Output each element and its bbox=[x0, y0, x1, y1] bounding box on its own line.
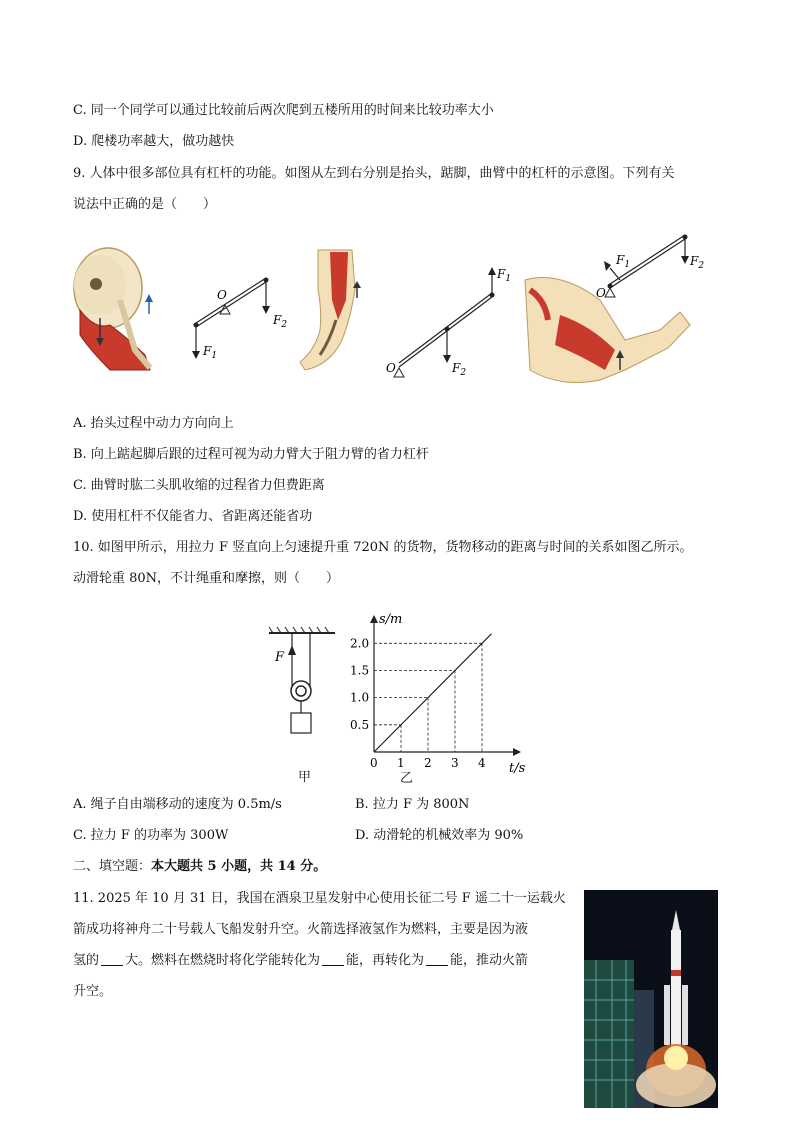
y-axis-label: s/m bbox=[379, 612, 403, 627]
q9-stem-line2: 说法中正确的是（ ） bbox=[73, 197, 217, 212]
blank-3[interactable] bbox=[426, 952, 448, 966]
x-tick-label: 1 bbox=[397, 756, 405, 770]
q8-option-d: D. 爬楼功率越大，做功越快 bbox=[73, 134, 235, 149]
pulley-figure bbox=[265, 625, 345, 785]
q9-figure bbox=[0, 230, 794, 400]
q9-option-d: D. 使用杠杆不仅能省力、省距离还能省功 bbox=[73, 509, 313, 524]
q10-option-d: D. 动滑轮的机械效率为 90% bbox=[355, 828, 524, 843]
svg-text:F1: $F_1$ bbox=[203, 344, 218, 361]
q9-option-c: C. 曲臂时肱二头肌收缩的过程省力但费距离 bbox=[73, 478, 325, 493]
lever-diagram-foot bbox=[386, 267, 511, 378]
svg-text:F2: $F_2$ bbox=[452, 361, 467, 378]
x-tick-label: 3 bbox=[451, 756, 459, 770]
st-chart bbox=[340, 592, 530, 782]
pivot-label: O bbox=[217, 288, 227, 302]
lever-diagram-head bbox=[192, 278, 287, 362]
y-axis-arrow bbox=[370, 615, 378, 623]
q9-stem-line1: 9. 人体中很多部位具有杠杆的功能。如图从左到右分别是抬头，踮脚，曲臂中的杠杆的示意图。下列有关 bbox=[73, 166, 675, 181]
data-line bbox=[374, 634, 491, 752]
x-axis-arrow bbox=[513, 748, 521, 756]
svg-text:F1: $F_1$ bbox=[497, 267, 512, 284]
q11-line1: 11. 2025 年 10 月 31 日，我国在酒泉卫星发射中心使用长征二号 F 遥二十一运载火 bbox=[73, 891, 566, 906]
lever-diagram-arm bbox=[596, 235, 704, 301]
q10-option-c: C. 拉力 F 的功率为 300W bbox=[73, 828, 229, 843]
svg-text:F2: $F_2$ bbox=[273, 313, 288, 330]
head-neck-image bbox=[74, 248, 153, 370]
q11-line3: 氢的 大。燃料在燃烧时将化学能转化为 能，再转化为 能，推动火箭 bbox=[73, 953, 529, 968]
section-heading: 二、填空题：本大题共 5 小题，共 14 分。 bbox=[73, 859, 327, 874]
q11-line4: 升空。 bbox=[73, 984, 113, 999]
svg-text:F1: $F_1$ bbox=[616, 253, 631, 270]
x-tick-label: 4 bbox=[478, 756, 486, 770]
q9-option-b: B. 向上踮起脚后跟的过程可视为动力臂大于阻力臂的省力杠杆 bbox=[73, 447, 429, 462]
q10-stem-line1: 10. 如图甲所示，用拉力 F 竖直向上匀速提升重 720N 的货物，货物移动的距离与时间的关系如图乙所示。 bbox=[73, 540, 693, 555]
x-axis-label: t/s bbox=[509, 761, 526, 776]
foot-image bbox=[300, 250, 361, 370]
svg-text:F2: $F_2$ bbox=[690, 254, 705, 271]
x-tick-label: 0 bbox=[370, 756, 378, 770]
svg-text:O: O bbox=[596, 286, 606, 300]
force-label: F bbox=[275, 650, 285, 665]
q11-line2: 箭成功将神舟二十号载人飞船发射升空。火箭选择液氢作为燃料，主要是因为液 bbox=[73, 922, 529, 937]
q9-option-a: A. 抬头过程中动力方向向上 bbox=[73, 416, 234, 431]
q10-stem-line2: 动滑轮重 80N，不计绳重和摩擦，则（ ） bbox=[73, 571, 340, 586]
q10-option-b: B. 拉力 F 为 800N bbox=[355, 797, 470, 812]
rocket-launch-image bbox=[584, 890, 718, 1108]
blank-1[interactable] bbox=[101, 952, 123, 966]
x-tick-label: 2 bbox=[424, 756, 432, 770]
svg-text:O: O bbox=[386, 361, 396, 375]
q8-option-c: C. 同一个同学可以通过比较前后两次爬到五楼所用的时间来比较功率大小 bbox=[73, 103, 494, 118]
caption-jia: 甲 bbox=[298, 770, 312, 785]
y-tick-label: 1.0 bbox=[350, 690, 370, 705]
blank-2[interactable] bbox=[322, 952, 344, 966]
caption-yi: 乙 bbox=[400, 771, 414, 786]
y-tick-label: 1.5 bbox=[350, 663, 370, 678]
y-tick-label: 2.0 bbox=[350, 636, 370, 651]
q10-option-a: A. 绳子自由端移动的速度为 0.5m/s bbox=[73, 797, 282, 812]
y-tick-label: 0.5 bbox=[350, 717, 370, 732]
